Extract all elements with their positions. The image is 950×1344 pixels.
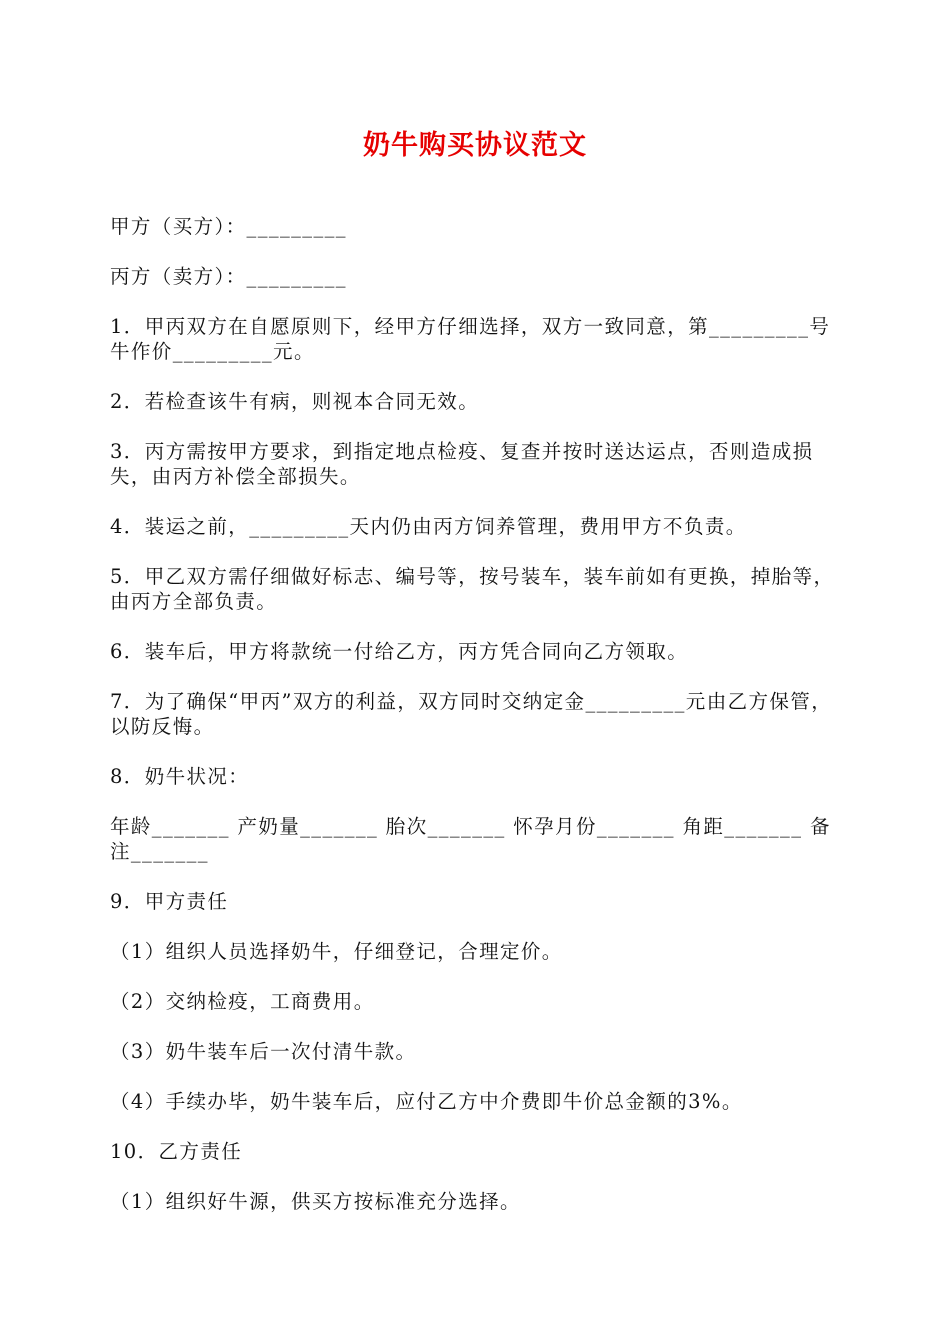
- clause-3: 3．丙方需按甲方要求，到指定地点检疫、复查并按时送达运点，否则造成损失，由丙方补偿全部损失。: [110, 440, 814, 488]
- cow-condition-fields: 年龄_______ 产奶量_______ 胎次_______ 怀孕月份_______ 角距_______ 备注_______: [110, 815, 831, 863]
- party-a-duty-2: （2）交纳检疫，工商费用。: [110, 990, 375, 1013]
- party-c-line: 丙方（卖方）：_________: [110, 265, 347, 288]
- party-b-duty-1: （1）组织好牛源，供买方按标准充分选择。: [110, 1190, 521, 1213]
- clause-8: 8．奶牛状况：: [110, 765, 250, 788]
- party-a-duty-1: （1）组织人员选择奶牛，仔细登记，合理定价。: [110, 940, 563, 963]
- clause-1: 1．甲丙双方在自愿原则下，经甲方仔细选择，双方一致同意，第_________号牛作价_________元。: [110, 315, 831, 363]
- clause-9-heading: 9．甲方责任: [110, 890, 229, 913]
- party-a-line: 甲方（买方）：_________: [110, 215, 347, 238]
- clause-5: 5．甲乙双方需仔细做好标志、编号等，按号装车，装车前如有更换，掉胎等，由丙方全部负责。: [110, 565, 835, 613]
- document-body: [110, 214, 843, 1239]
- clause-7: 7．为了确保“甲丙”双方的利益，双方同时交纳定金_________元由乙方保管，以防反悔。: [110, 690, 833, 738]
- party-a-duty-4: （4）手续办毕，奶牛装车后，应付乙方中介费即牛价总金额的3%。: [110, 1090, 743, 1113]
- clause-2: 2．若检查该牛有病，则视本合同无效。: [110, 390, 480, 413]
- clause-10-heading: 10．乙方责任: [110, 1140, 243, 1163]
- party-a-duty-3: （3）奶牛装车后一次付清牛款。: [110, 1040, 417, 1063]
- document-title: 奶牛购买协议范文: [363, 130, 587, 161]
- clause-4: 4．装运之前，_________天内仍由丙方饲养管理，费用甲方不负责。: [110, 515, 747, 538]
- clause-6: 6．装车后，甲方将款统一付给乙方，丙方凭合同向乙方领取。: [110, 640, 689, 663]
